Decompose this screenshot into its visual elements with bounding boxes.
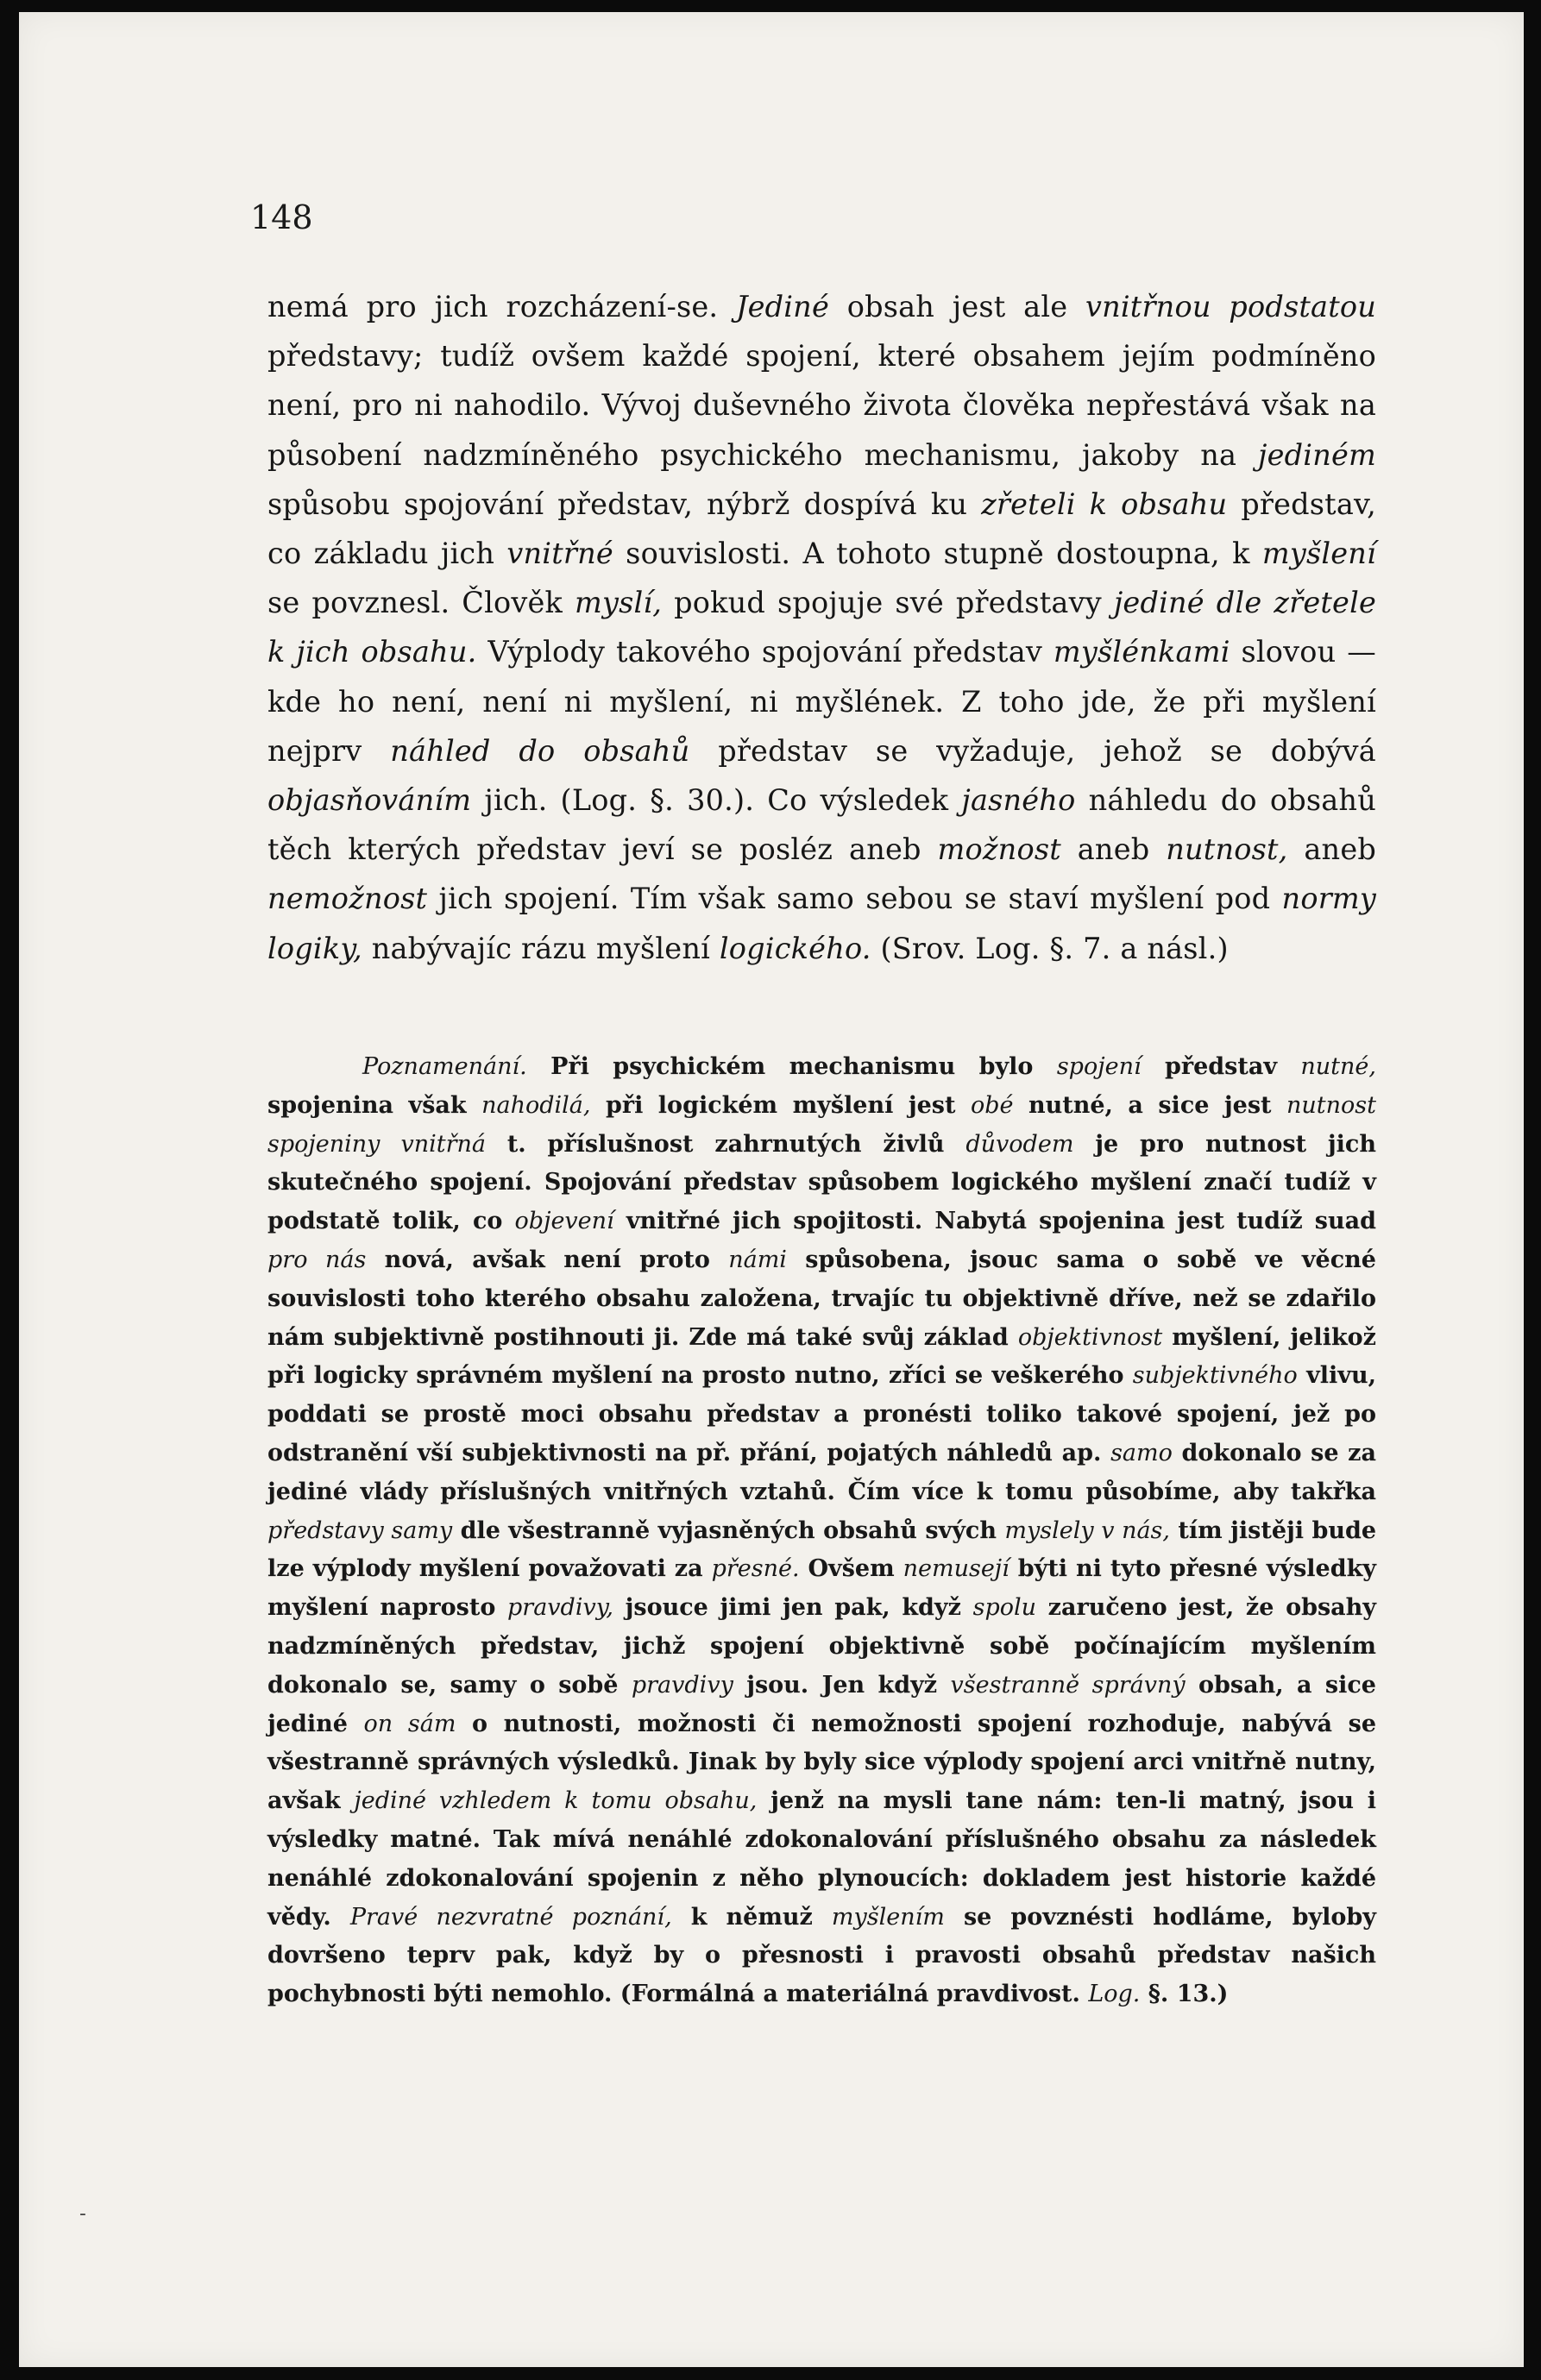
main-emphasis: jediné dle zřetele k jich obsahu. — [267, 586, 1377, 669]
note-text: spojenina však — [267, 1091, 482, 1119]
note-emphasis: pravdivy, — [507, 1594, 613, 1622]
main-text: představ, co základu jich — [267, 487, 1376, 571]
note-text: dle všestranně vyjasněných obsahů svých — [452, 1517, 1005, 1544]
note-text: dokonalo se za jediné vlády příslušných vnitřných vztahů. Čím více k tomu působíme, aby takřka — [267, 1439, 1376, 1505]
main-emphasis: Jediné — [735, 290, 829, 323]
main-emphasis: jasného — [961, 783, 1076, 818]
note-text: myšlení, jelikož při logicky správném myšlení na prosto nutno, zříci se veškerého — [267, 1323, 1376, 1390]
main-text: souvislosti. A tohoto stupně dostoupna, k — [613, 537, 1262, 571]
note-text: jsou. Jen když — [733, 1671, 951, 1699]
main-text: Výplody takového spojování představ — [476, 635, 1054, 669]
note-emphasis: všestranně správný — [950, 1671, 1186, 1699]
main-emphasis: myslí, — [575, 586, 663, 620]
book-page — [19, 12, 1524, 2367]
main-text: (Srov. Log. §. 7. a násl.) — [871, 931, 1229, 965]
note-emphasis: Poznamenání. — [362, 1053, 527, 1080]
note-text: zaručeno jest, že obsahy nadzmíněných představ, jichž spojení objektivně sobě počínajícím myšlením dokonalo se, samy o sobě — [267, 1594, 1376, 1699]
note-emphasis: pravdivy — [631, 1671, 733, 1699]
page-number: 148 — [250, 198, 313, 236]
main-emphasis: možnost — [937, 832, 1061, 867]
note-text: je pro nutnost jich skutečného spojení. Spojování představ spůsobem logického myšlení značí tudíž v podstatě tolik, co — [267, 1130, 1377, 1235]
main-text: nabývajíc rázu myšlení — [362, 931, 720, 965]
main-emphasis: jediném — [1258, 437, 1376, 472]
note-text: nová, avšak není proto — [366, 1246, 729, 1273]
main-emphasis: zřeteli k obsahu — [981, 487, 1228, 521]
margin-mark: - — [79, 2203, 86, 2225]
note-emphasis: myslely v nás, — [1004, 1517, 1170, 1544]
note-text: Ovšem — [799, 1555, 903, 1583]
note-emphasis: nemusejí — [903, 1555, 1010, 1583]
main-emphasis: normy logiky, — [267, 882, 1376, 965]
main-text: pokud spojuje své představy — [662, 586, 1114, 620]
note-emphasis: spolu — [972, 1594, 1037, 1622]
main-emphasis: myšlénkami — [1053, 635, 1230, 669]
note-text: t. příslušnost zahrnutých živlů — [485, 1130, 966, 1158]
main-text: jich. (Log. §. 30.). Co výsledek — [471, 783, 962, 818]
main-emphasis: logického. — [719, 931, 871, 965]
note-text: o nutnosti, možnosti či nemožnosti spojení rozhoduje, nabývá se všestranně správných výsledků. Jinak by byly sice výplody spojení arci vnitřně nutny, avšak — [267, 1710, 1376, 1815]
note-emphasis: subjektivného — [1132, 1362, 1298, 1390]
note-text: obsah, a sice jediné — [267, 1671, 1376, 1737]
main-text: slovou — kde ho není, není ni myšlení, ni myšlének. Z toho jde, že při myšlení nejprv — [267, 635, 1376, 768]
note-emphasis: představy samy — [267, 1517, 453, 1544]
main-text: náhledu do obsahů těch kterých představ jeví se posléz aneb — [267, 783, 1376, 867]
note-emphasis: obé — [970, 1091, 1014, 1119]
note-emphasis: samo — [1110, 1439, 1173, 1466]
main-text: nemá pro jich rozcházení-se. — [267, 290, 736, 323]
note-emphasis: pro nás — [267, 1246, 367, 1273]
note-text: tím jistěji bude lze výplody myšlení považovati za — [267, 1517, 1377, 1583]
note-emphasis: jediné vzhledem k tomu obsahu, — [354, 1787, 758, 1815]
note-emphasis: nutné, — [1300, 1053, 1376, 1080]
note-emphasis: objevení — [514, 1208, 614, 1235]
main-text: představ se vyžaduje, jehož se dobývá — [689, 733, 1376, 768]
note-text: se povznésti hodláme, byloby dovršeno teprv pak, když by o přesnosti i pravosti obsahů představ našich pochybnosti býti nemohlo. (Formálná a materiálná pravdivost. — [267, 1903, 1376, 2008]
note-text: představ — [1141, 1053, 1301, 1080]
note-text: býti ni tyto přesné výsledky myšlení naprosto — [267, 1555, 1376, 1622]
note-text: jenž na mysli tane nám: ten-li matný, jsou i výsledky matné. Tak mívá nenáhlé zdokonalování příslušného obsahu za následek nenáhlé zdokonalování spojenin z něho plynoucích: dokladem jest historie každé vědy. — [267, 1787, 1377, 1931]
main-text: se povznesl. Člověk — [267, 586, 575, 620]
note-text: spůsobena, jsouc sama o sobě ve věcné souvislosti toho kterého obsahu založena, trvajíc tu objektivně dříve, než se zdařilo nám subjektivně postihnouti ji. Zde má také svůj základ — [267, 1246, 1376, 1351]
main-text: aneb — [1287, 832, 1376, 867]
note-text: jsouce jimi jen pak, když — [613, 1594, 973, 1622]
note-emphasis: myšlením — [831, 1903, 945, 1931]
note-text: při logickém myšlení jest — [590, 1091, 971, 1119]
note-emphasis: Log. — [1088, 1981, 1141, 2008]
note-text: §. 13.) — [1140, 1981, 1229, 2008]
main-text: jich spojení. Tím však samo sebou se staví myšlení pod — [427, 882, 1282, 916]
note-paragraph — [267, 1048, 1376, 2014]
main-paragraph — [267, 282, 1376, 973]
main-emphasis: vnitřnou podstatou — [1085, 290, 1377, 323]
main-emphasis: vnitřné — [506, 537, 613, 571]
main-emphasis: nemožnost — [267, 882, 428, 916]
note-text: Při psychickém mechanismu bylo — [526, 1053, 1057, 1080]
note-emphasis: nahodilá, — [481, 1091, 591, 1119]
main-emphasis: objasňováním — [267, 783, 472, 818]
note-emphasis: objektivnost — [1017, 1323, 1163, 1351]
main-text: aneb — [1060, 832, 1167, 867]
main-text: spůsobu spojování představ, nýbrž dospívá ku — [267, 487, 982, 521]
main-emphasis: myšlení — [1261, 537, 1376, 571]
note-emphasis: spojení — [1056, 1053, 1142, 1080]
note-emphasis: námi — [728, 1246, 787, 1273]
main-emphasis: nutnost, — [1166, 832, 1288, 867]
note-text: vnitřné jich spojitosti. Nabytá spojenina jest tudíž suad — [613, 1208, 1376, 1235]
main-emphasis: náhled do obsahů — [390, 733, 690, 768]
note-text: vlivu, poddati se prostě moci obsahu představ a pronésti toliko takové spojení, jež po odstranění vší subjektivnosti na př. přání, pojatých náhledů ap. — [267, 1362, 1376, 1466]
note-text: k němuž — [671, 1903, 832, 1931]
main-text: obsah jest ale — [828, 290, 1085, 323]
note-emphasis: nutnost spojeniny vnitřná — [267, 1091, 1376, 1158]
note-text: nutné, a sice jest — [1013, 1091, 1287, 1119]
note-emphasis: přesné. — [711, 1555, 800, 1583]
note-emphasis: důvodem — [965, 1130, 1074, 1158]
main-text: představy; tudíž ovšem každé spojení, které obsahem jejím podmíněno není, pro ni nahodilo. Vývoj duševného života člověka nepřestává však na působení nadzmíněného psychického mechanismu, jakoby na — [267, 339, 1376, 472]
note-emphasis: Pravé nezvratné poznání, — [349, 1903, 672, 1931]
note-emphasis: on sám — [363, 1710, 456, 1737]
